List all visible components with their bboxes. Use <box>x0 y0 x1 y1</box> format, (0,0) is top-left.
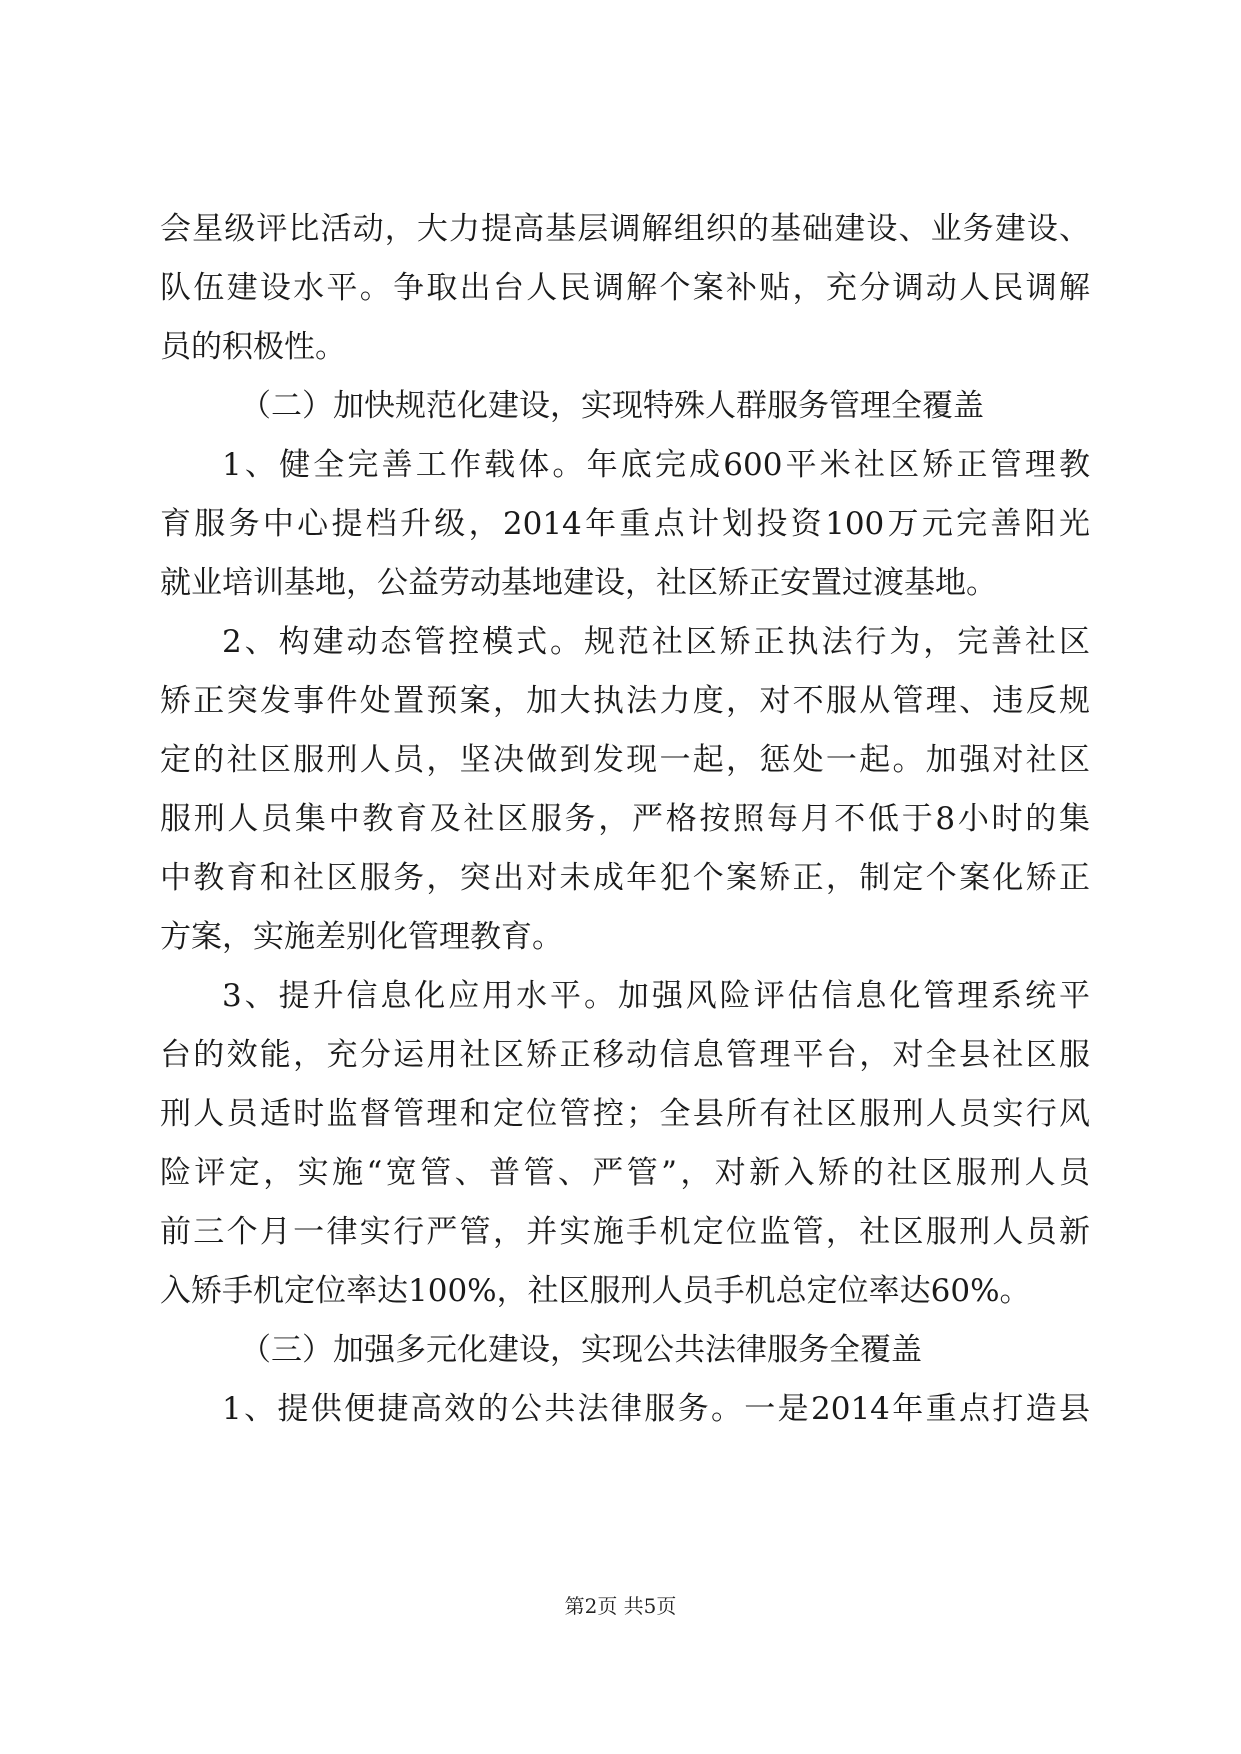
text-line: 就业培训基地，公益劳动基地建设，社区矫正安置过渡基地。 <box>160 565 997 601</box>
text-line: 育服务中心提档升级，2014年重点计划投资100万元完善阳光 <box>160 506 1090 542</box>
text-line: 入矫手机定位率达100%，社区服刑人员手机总定位率达60%。 <box>160 1273 1031 1309</box>
text-line: 服刑人员集中教育及社区服务，严格按照每月不低于8小时的集 <box>160 801 1090 837</box>
text-line: 会星级评比活动，大力提高基层调解组织的基础建设、业务建设、 <box>160 211 1090 247</box>
text-line: 方案，实施差别化管理教育。 <box>160 919 563 955</box>
text-line: 3、提升信息化应用水平。加强风险评估信息化管理系统平 <box>222 978 1090 1014</box>
section-heading: （三）加强多元化建设，实现公共法律服务全覆盖 <box>240 1332 922 1368</box>
text-line: 员的积极性。 <box>160 329 346 365</box>
text-line: 1、提供便捷高效的公共法律服务。一是2014年重点打造县 <box>222 1391 1090 1427</box>
text-line: 矫正突发事件处置预案，加大执法力度，对不服从管理、违反规 <box>160 683 1090 719</box>
text-line: 定的社区服刑人员，坚决做到发现一起，惩处一起。加强对社区 <box>160 742 1090 778</box>
text-line: 前三个月一律实行严管，并实施手机定位监管，社区服刑人员新 <box>160 1214 1090 1250</box>
text-line: 1、健全完善工作载体。年底完成600平米社区矫正管理教 <box>222 447 1090 483</box>
text-line: 中教育和社区服务，突出对未成年犯个案矫正，制定个案化矫正 <box>160 860 1090 896</box>
text-line: 台的效能，充分运用社区矫正移动信息管理平台，对全县社区服 <box>160 1037 1090 1073</box>
document-body <box>160 200 1090 1439</box>
text-line: 队伍建设水平。争取出台人民调解个案补贴，充分调动人民调解 <box>160 270 1090 306</box>
text-line: 刑人员适时监督管理和定位管控；全县所有社区服刑人员实行风 <box>160 1096 1090 1132</box>
section-heading: （二）加快规范化建设，实现特殊人群服务管理全覆盖 <box>240 388 984 424</box>
page-number: 第2页 共5页 <box>564 1594 677 1618</box>
text-line: 2、构建动态管控模式。规范社区矫正执法行为，完善社区 <box>222 624 1090 660</box>
text-line: 险评定，实施“宽管、普管、严管”，对新入矫的社区服刑人员 <box>160 1155 1090 1191</box>
